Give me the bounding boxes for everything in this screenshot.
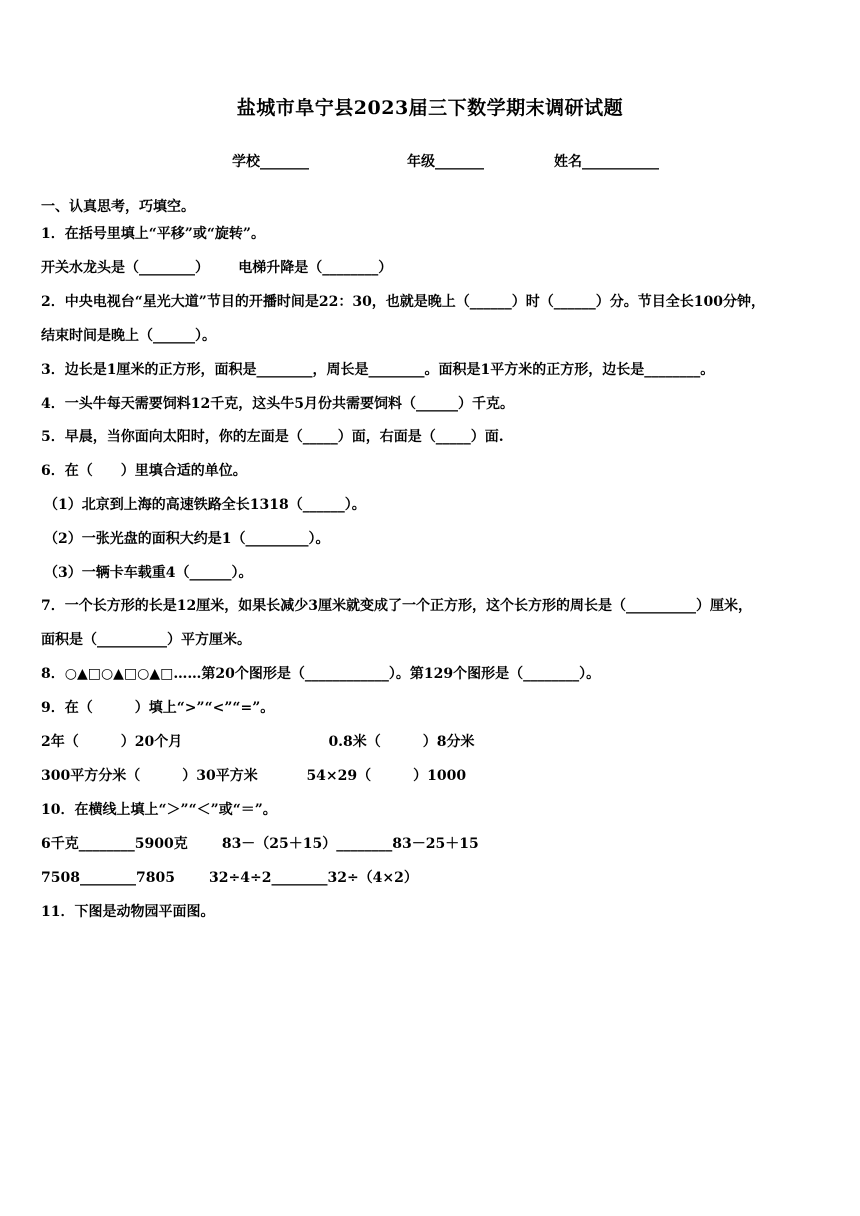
school-field: 学校_______ (232, 154, 309, 170)
question-8: 8．○▲□○▲□○▲□……第20个图形是（____________）。第129个图形是（________）。 (41, 666, 601, 682)
question-10-row-2: 7508________7805 32÷4÷2________32÷（4×2） (41, 870, 418, 886)
question-7: 7．一个长方形的长是12厘米，如果长减少3厘米就变成了一个正方形，这个长方形的周长是（__________）厘米， (41, 598, 752, 614)
section-heading: 一、认真思考，巧填空。 (41, 199, 195, 215)
question-1-blanks: 开关水龙头是（________） 电梯升降是（________） (41, 260, 393, 276)
page-title: 盐城市阜宁县2023届三下数学期末调研试题 (236, 97, 624, 119)
question-11: 11．下图是动物园平面图。 (41, 904, 215, 920)
question-6-part-3: （3）一辆卡车载重4（______）。 (44, 565, 253, 581)
question-10: 10．在横线上填上“＞”“＜”或“＝”。 (41, 802, 277, 818)
question-9: 9．在（ ）填上“>”“<”“=”。 (41, 700, 275, 716)
question-9-row-1: 2年（ ）20个月 0.8米（ ）8分米 (41, 734, 475, 750)
name-field: 姓名___________ (554, 154, 659, 170)
question-7-continued: 面积是（__________）平方厘米。 (41, 632, 251, 648)
question-4: 4．一头牛每天需要饲料12千克，这头牛5月份共需要饲料（______）千克。 (41, 396, 514, 412)
question-6-part-1: （1）北京到上海的高速铁路全长1318（______）。 (44, 497, 366, 513)
question-5: 5．早晨，当你面向太阳时，你的左面是（_____）面，右面是（_____）面. (41, 429, 504, 445)
grade-field: 年级_______ (407, 154, 484, 170)
question-2: 2．中央电视台“星光大道”节目的开播时间是22：30，也就是晚上（______）时（______）分。节目全长100分钟， (41, 294, 766, 310)
question-9-row-2: 300平方分米（ ）30平方米 54×29（ ）1000 (41, 768, 467, 784)
question-3: 3．边长是1厘米的正方形，面积是________，周长是________。面积是1平方米的正方形，边长是________。 (41, 362, 715, 378)
question-6-part-2: （2）一张光盘的面积大约是1（_________）。 (44, 531, 330, 547)
question-10-row-1: 6千克________5900克 83－（25＋15）________83－25＋15 (41, 836, 479, 852)
question-1: 1．在括号里填上“平移”或“旋转”。 (41, 226, 265, 242)
question-2-continued: 结束时间是晚上（______）。 (41, 328, 216, 344)
question-6: 6．在（ ）里填合适的单位。 (41, 463, 247, 479)
